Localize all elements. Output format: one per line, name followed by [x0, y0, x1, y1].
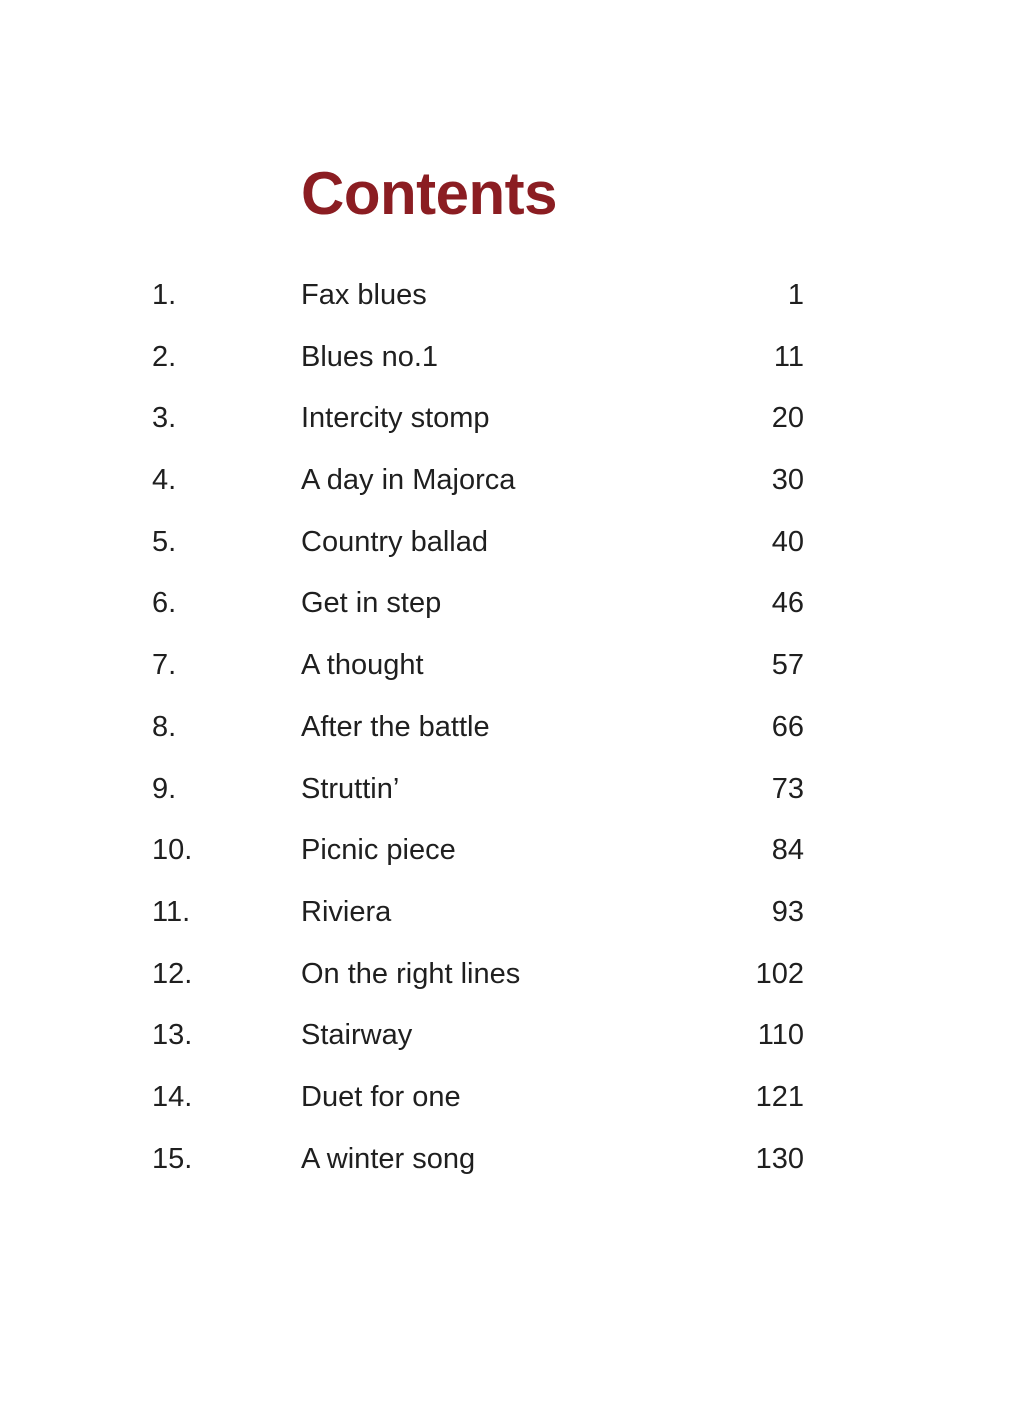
toc-entry	[0, 512, 1026, 574]
entry-title: Riviera	[301, 895, 392, 928]
entry-number: 5.	[152, 525, 177, 558]
entry-title: A winter song	[301, 1142, 476, 1175]
entry-page-number: 73	[771, 772, 804, 805]
entry-title: Duet for one	[301, 1080, 461, 1113]
toc-entry	[0, 635, 1026, 697]
entry-page-number: 66	[771, 710, 804, 743]
entry-title: Stairway	[301, 1019, 413, 1052]
entry-number: 1.	[152, 279, 177, 311]
entry-page-number: 11	[773, 340, 804, 373]
entry-number: 3.	[152, 402, 177, 435]
entry-number: 8.	[152, 710, 177, 743]
entry-page-number: 46	[771, 587, 804, 620]
toc-entry	[0, 450, 1026, 512]
entry-page-number: 130	[755, 1142, 804, 1175]
entry-title: After the battle	[301, 710, 490, 743]
entry-page-number: 40	[771, 525, 804, 558]
entry-number: 11.	[152, 895, 191, 928]
entry-page-number: 57	[771, 649, 804, 682]
entry-number: 12.	[152, 957, 193, 990]
entry-number: 9.	[152, 772, 177, 805]
entry-page-number: 110	[757, 1019, 804, 1052]
entry-number: 10.	[152, 834, 193, 867]
entry-title: A thought	[301, 649, 424, 682]
toc-entry	[0, 697, 1026, 759]
entry-title: Get in step	[301, 587, 442, 620]
toc-entry	[0, 327, 1026, 389]
entry-title: Intercity stomp	[301, 402, 490, 435]
toc-entry	[0, 265, 1026, 327]
entry-title: Struttin’	[301, 772, 400, 805]
entry-number: 4.	[152, 464, 177, 497]
table-of-contents	[0, 265, 1026, 1190]
entry-page-number: 102	[755, 957, 804, 990]
entry-page-number: 93	[771, 895, 804, 928]
entry-page-number: 121	[755, 1080, 804, 1113]
entry-number: 6.	[152, 587, 177, 620]
entry-page-number: 84	[771, 834, 804, 867]
toc-entry	[0, 944, 1026, 1006]
toc-entry	[0, 1067, 1026, 1129]
toc-entry	[0, 882, 1026, 944]
entry-number: 14.	[152, 1080, 193, 1113]
entry-page-number: 30	[771, 464, 804, 497]
entry-title: On the right lines	[301, 957, 521, 990]
toc-entry	[0, 759, 1026, 821]
entry-title: Country ballad	[301, 525, 488, 558]
entry-title: A day in Majorca	[301, 464, 516, 497]
entry-title: Fax blues	[301, 279, 427, 311]
toc-entry	[0, 1129, 1026, 1191]
entry-number: 7.	[152, 649, 177, 682]
entry-number: 13.	[152, 1019, 193, 1052]
entry-title: Picnic piece	[301, 834, 456, 867]
toc-entry	[0, 1005, 1026, 1067]
toc-entry	[0, 388, 1026, 450]
entry-page-number: 1	[787, 279, 804, 311]
entry-page-number: 20	[771, 402, 804, 435]
page-title: Contents	[301, 160, 557, 227]
entry-number: 2.	[152, 340, 177, 373]
toc-entry	[0, 573, 1026, 635]
entry-number: 15.	[152, 1142, 193, 1175]
toc-entry	[0, 820, 1026, 882]
entry-title: Blues no.1	[301, 340, 439, 373]
